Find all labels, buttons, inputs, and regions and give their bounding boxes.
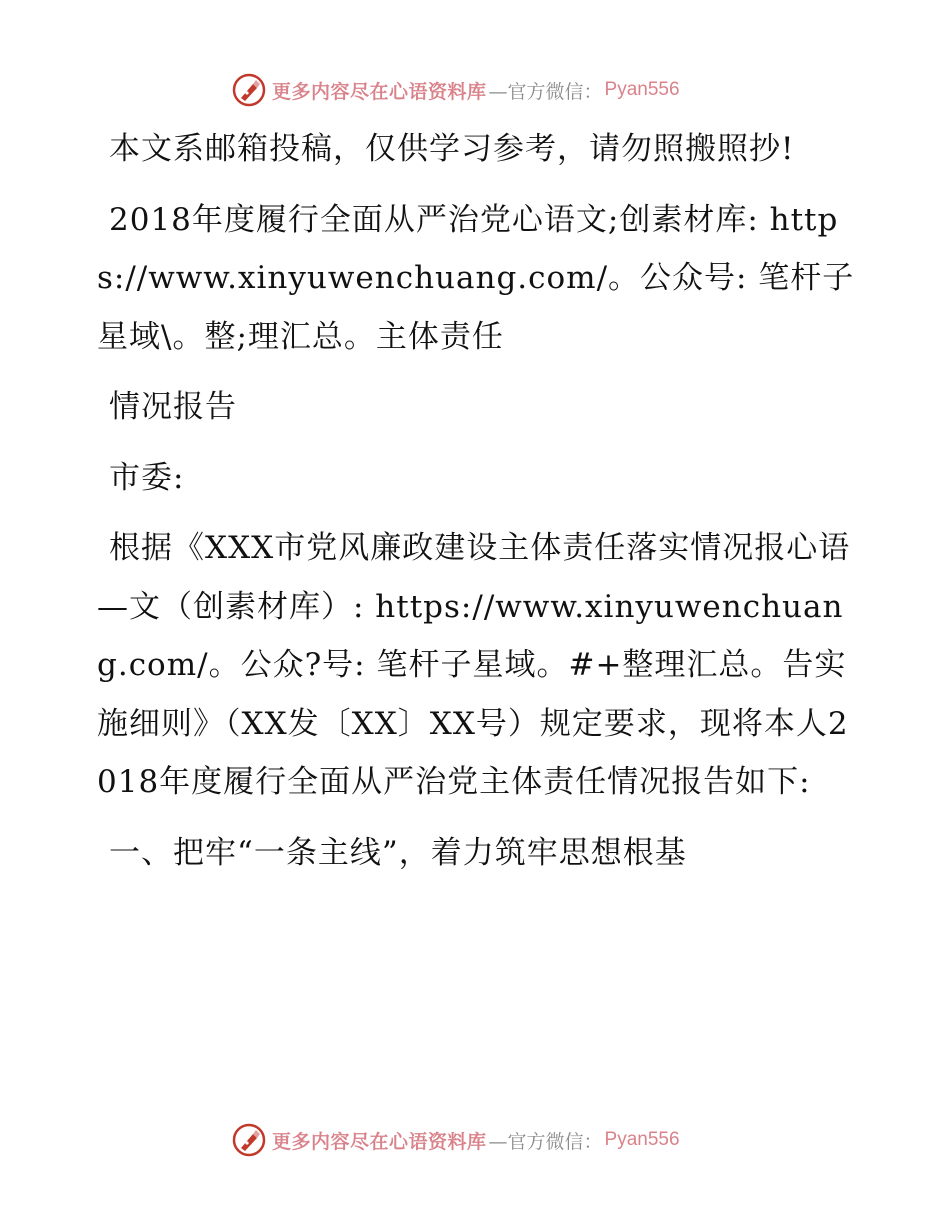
watermark-promo-text: 更多内容尽在心语资料库 (272, 1130, 487, 1153)
watermark-header (232, 70, 680, 110)
salutation: 市委: (109, 459, 185, 496)
intro-paragraph: 2018年度履行全面从严治党心语文;创素材库: https://www.xinyuwenchuang.com/。公众号: 笔杆子星域\。整;理汇总。主体责任 (97, 201, 855, 355)
disclaimer-paragraph: 本文系邮箱投稿，仅供学习参考，请勿照搬照抄! (109, 131, 795, 167)
section-heading: 一、把牢“一条主线”，着力筑牢思想根基 (109, 834, 687, 871)
watermark-promo-text: 更多内容尽在心语资料库 (272, 80, 487, 103)
watermark-footer (232, 1120, 680, 1160)
watermark-wechat-id: Pyan556 (604, 79, 680, 100)
pen-nib-logo-icon (232, 1123, 266, 1157)
watermark-wechat-id: Pyan556 (604, 1129, 680, 1150)
body-paragraph: 根据《XXX市党风廉政建设主体责任落实情况报心语—文（创素材库）: https://www.xinyuwenchuang.com/。公众?号: 笔杆子星域。#+整理汇总。告实施细则》（XX发〔XX〕XX号）规定要求，现将本人2018年度履行全面从严治党主体责任情况报告如下: (97, 530, 851, 800)
document-body (97, 120, 857, 894)
watermark-official-label: —官方微信： (488, 1130, 603, 1153)
watermark-official-label: —官方微信： (488, 80, 603, 103)
pen-nib-logo-icon (232, 73, 266, 107)
document-title: 情况报告 (109, 389, 237, 425)
